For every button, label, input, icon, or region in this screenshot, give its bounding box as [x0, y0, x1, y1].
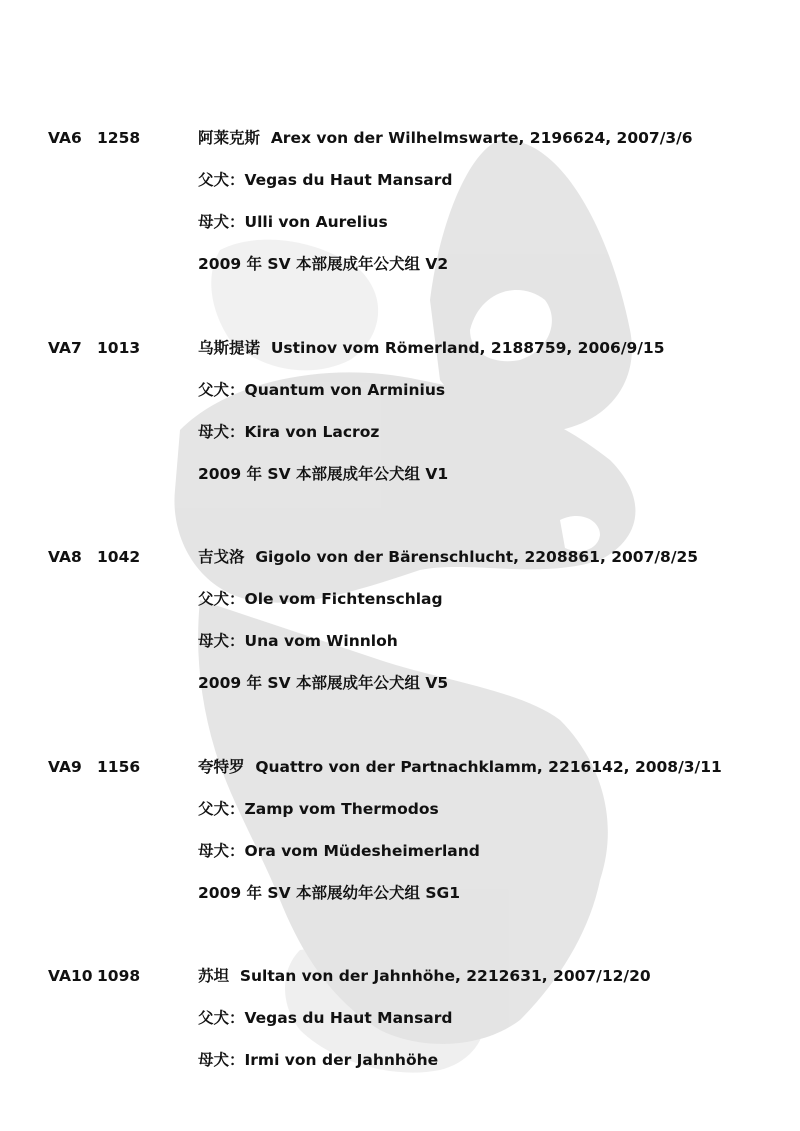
sire-line: [198, 380, 445, 400]
entry-rank: VA6: [48, 129, 82, 147]
dam-label: 母犬：: [198, 1051, 245, 1069]
entry-name-line: [198, 547, 698, 567]
sire-line: [198, 1008, 453, 1028]
dam-name: Irmi von der Jahnhöhe: [244, 1051, 439, 1069]
sire-name: Vegas du Haut Mansard: [244, 171, 453, 189]
entry-rank: VA10: [48, 967, 93, 985]
sire-label: 父犬：: [198, 590, 245, 608]
sire-name: Vegas du Haut Mansard: [244, 1009, 453, 1027]
entry-rank: VA7: [48, 339, 82, 357]
dog-name-chinese: 乌斯提诺: [198, 339, 261, 357]
dam-label: 母犬：: [198, 423, 245, 441]
dog-details: Sultan von der Jahnhöhe, 2212631, 2007/12/20: [239, 967, 651, 985]
show-result: 2009 年 SV 本部展幼年公犬组 SG1: [198, 884, 461, 902]
sire-name: Zamp vom Thermodos: [244, 800, 439, 818]
sire-label: 父犬：: [198, 800, 245, 818]
entry-number: 1098: [97, 967, 141, 985]
sire-label: 父犬：: [198, 381, 245, 399]
show-result: 2009 年 SV 本部展成年公犬组 V1: [198, 465, 449, 483]
dog-name-chinese: 阿莱克斯: [198, 129, 261, 147]
dam-line: [198, 1050, 438, 1070]
sire-label: 父犬：: [198, 171, 245, 189]
dam-name: Ulli von Aurelius: [244, 213, 388, 231]
dam-label: 母犬：: [198, 632, 245, 650]
entry-number: 1013: [97, 339, 141, 357]
entry-rank: VA9: [48, 758, 82, 776]
dog-name-chinese: 吉戈洛: [198, 548, 245, 566]
entry-number: 1042: [97, 548, 141, 566]
sire-line: [198, 589, 443, 609]
dam-label: 母犬：: [198, 842, 245, 860]
dam-line: [198, 841, 480, 861]
dog-details: Arex von der Wilhelmswarte, 2196624, 2007/3/6: [270, 129, 693, 147]
entry-number: 1156: [97, 758, 141, 776]
dog-name-chinese: 夸特罗: [198, 758, 245, 776]
dam-name: Kira von Lacroz: [244, 423, 380, 441]
dam-line: [198, 631, 398, 651]
entry-name-line: [198, 966, 651, 986]
dam-name: Ora vom Müdesheimerland: [244, 842, 480, 860]
show-result: 2009 年 SV 本部展成年公犬组 V2: [198, 255, 449, 273]
sire-label: 父犬：: [198, 1009, 245, 1027]
dog-details: Quattro von der Partnachklamm, 2216142, 2008/3/11: [255, 758, 722, 776]
entry-number: 1258: [97, 129, 141, 147]
entry-name-line: [198, 338, 665, 358]
sire-name: Ole vom Fichtenschlag: [244, 590, 443, 608]
sire-name: Quantum von Arminius: [244, 381, 446, 399]
entry-name-line: [198, 128, 693, 148]
dog-name-chinese: 苏坦: [198, 967, 230, 985]
dog-details: Ustinov vom Römerland, 2188759, 2006/9/15: [270, 339, 665, 357]
dam-line: [198, 422, 379, 442]
dam-name: Una vom Winnloh: [244, 632, 398, 650]
entry-name-line: [198, 757, 722, 777]
dam-label: 母犬：: [198, 213, 245, 231]
sire-line: [198, 799, 439, 819]
sire-line: [198, 170, 453, 190]
dam-line: [198, 212, 388, 232]
entry-rank: VA8: [48, 548, 82, 566]
dog-details: Gigolo von der Bärenschlucht, 2208861, 2007/8/25: [255, 548, 699, 566]
show-result: 2009 年 SV 本部展成年公犬组 V5: [198, 674, 449, 692]
